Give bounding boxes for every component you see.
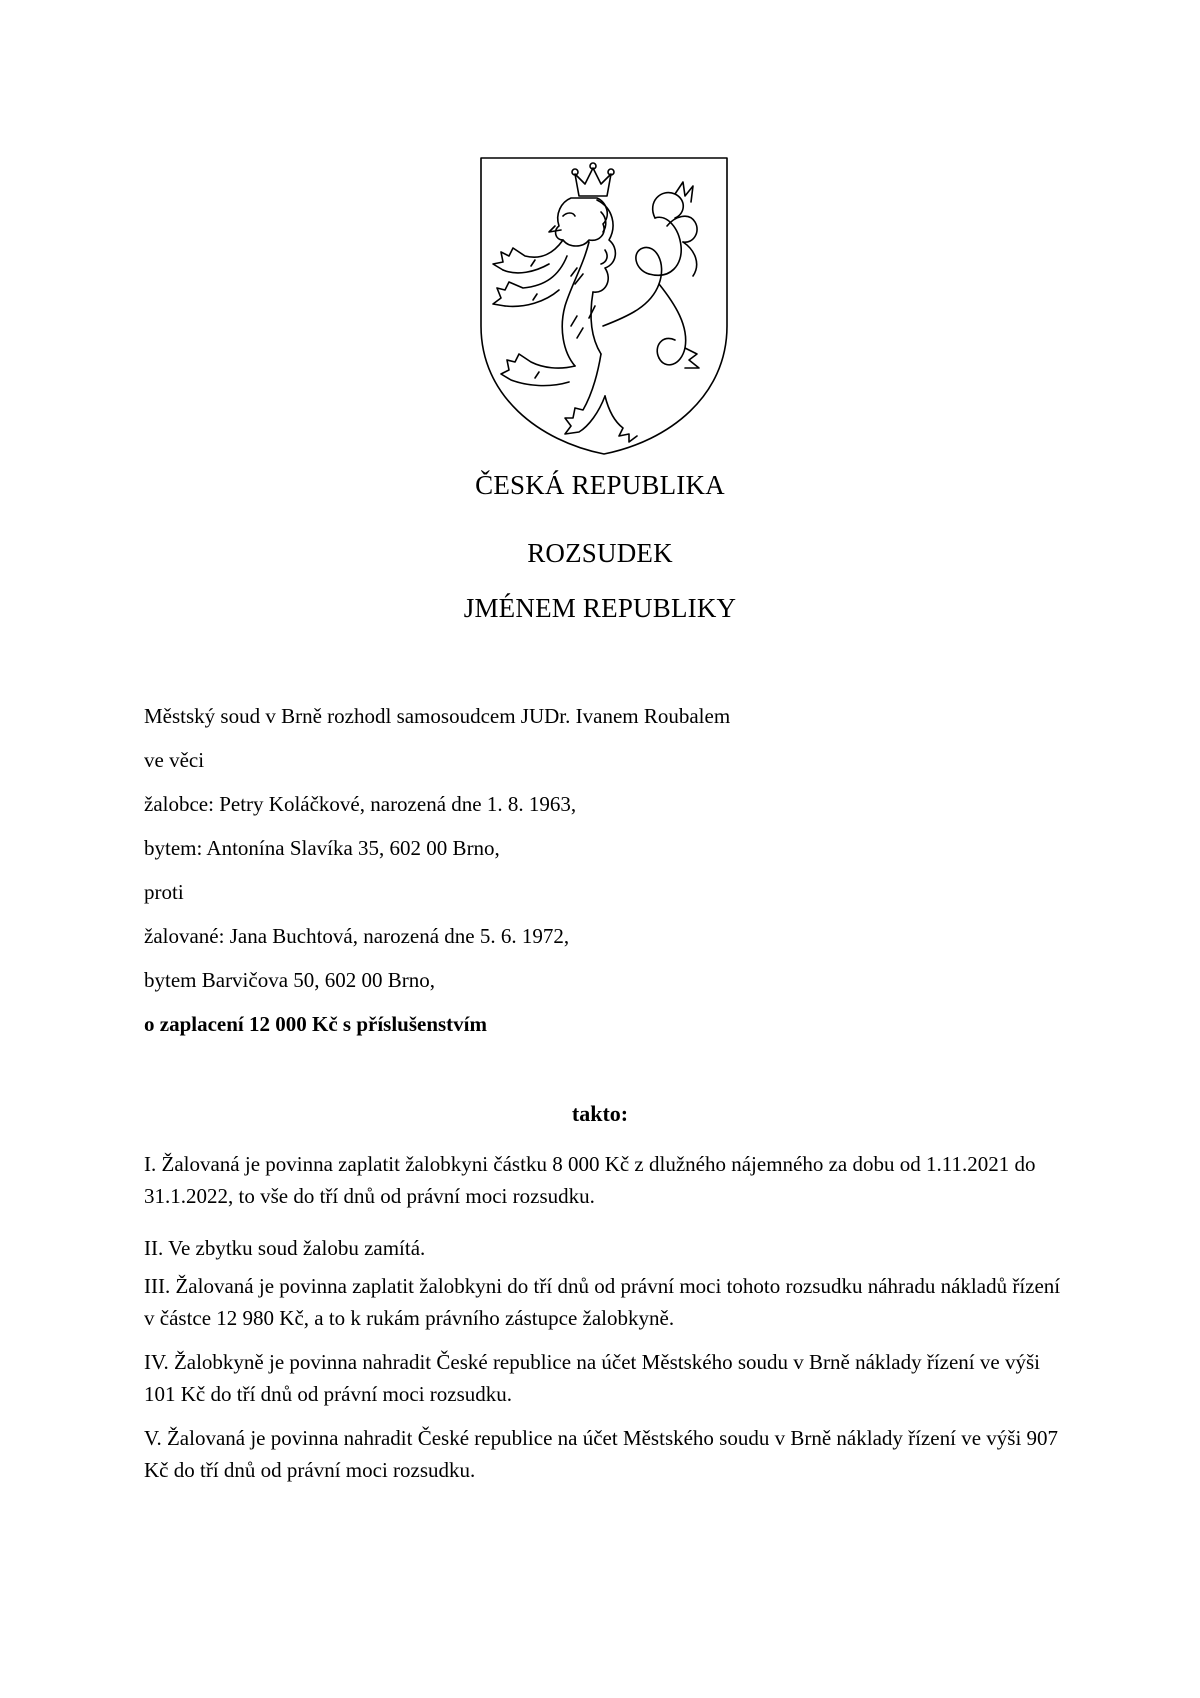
against-label: proti [144,880,184,904]
judgment-title: ROZSUDEK [527,538,673,568]
country-heading: ČESKÁ REPUBLIKA [475,470,725,500]
defendant-line: žalované: Jana Buchtová, narozená dne 5. 6. 1972, [144,924,570,948]
decision-heading: takto: [571,1101,629,1126]
decision-point-1: I. Žalovaná je povinna zaplatit žalobkyni částku 8 000 Kč z dlužného nájemného za dobu od 1.11.2021 do 31.1.2022, to vše do tří dnů od právní moci rozsudku. [144,1152,1036,1208]
judgment-subtitle: JMÉNEM REPUBLIKY [463,593,737,623]
decision-point-3: III. Žalovaná je povinna zaplatit žalobkyni do tří dnů od právní moci tohoto rozsudku náhradu nákladů řízení v částce 12 980 Kč, a to k rukám právního zástupce žalobkyně. [144,1274,1061,1330]
decision-point-2: II. Ve zbytku soud žalobu zamítá. [144,1236,426,1260]
decision-point-5: V. Žalovaná je povinna nahradit České republice na účet Městského soudu v Brně náklady řízení ve výši 907 Kč do tří dnů od právní moci rozsudku. [144,1426,1059,1482]
plaintiff-line: žalobce: Petry Koláčkové, narozená dne 1. 8. 1963, [144,792,577,816]
plaintiff-address: bytem: Antonína Slavíka 35, 602 00 Brno, [144,836,500,860]
matter-label: ve věci [144,748,205,772]
case-subject: o zaplacení 12 000 Kč s příslušenstvím [144,1012,488,1036]
defendant-address: bytem Barvičova 50, 602 00 Brno, [144,968,436,992]
court-statement: Městský soud v Brně rozhodl samosoudcem JUDr. Ivanem Roubalem [144,704,731,728]
decision-point-4: IV. Žalobkyně je povinna nahradit České republice na účet Městského soudu v Brně náklady řízení ve výši 101 Kč do tří dnů od právní moci rozsudku. [144,1350,1040,1406]
coat-of-arms-lion-icon [479,156,729,456]
